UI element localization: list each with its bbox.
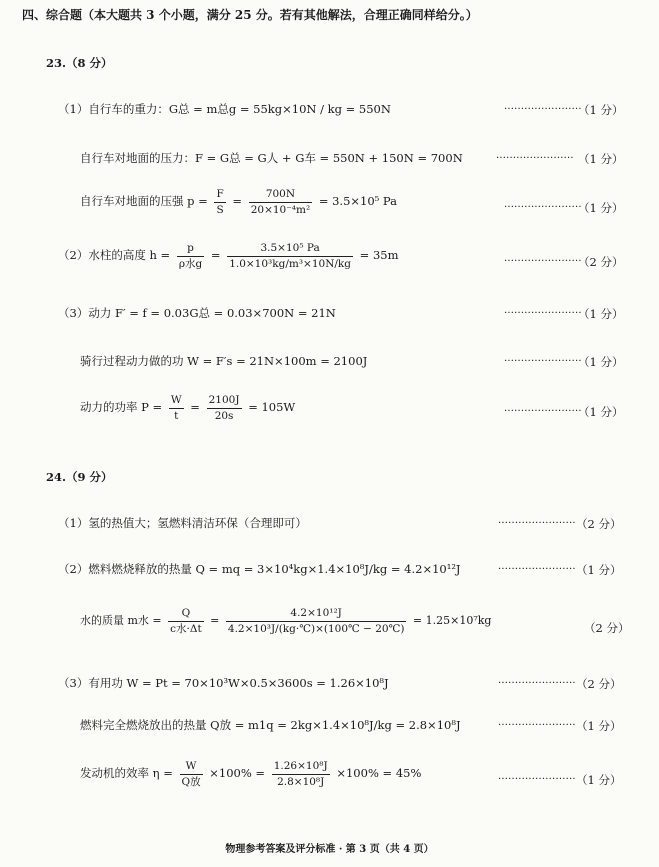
fraction — [180, 760, 203, 789]
formula-rhs: = 1.25×10⁷kg — [412, 614, 492, 627]
numerator: 1.26×10⁸J — [272, 760, 330, 775]
score-dots: ······················· — [498, 774, 576, 785]
denominator: 4.2×10³J/(kg·℃)×(100℃ − 20℃) — [227, 622, 405, 635]
formula-lhs: 发动机的效率 η = — [80, 766, 173, 780]
q23-line-1: （1）自行车的重力：G总 = m总g = 55kg×10N / kg = 550N — [58, 102, 391, 116]
q24-line-6 — [80, 758, 421, 789]
fraction — [177, 242, 204, 271]
fraction — [249, 188, 312, 217]
formula-lhs: 自行车对地面的压强 p = — [80, 194, 208, 208]
score-dots: ······················· — [498, 678, 576, 689]
q23-line-6: 骑行过程动力做的功 W = F′s = 21N×100m = 2100J — [80, 354, 368, 368]
q23-line-4 — [58, 240, 399, 271]
denominator: S — [216, 203, 224, 216]
q23-line-5: （3）动力 F′ = f = 0.03G总 = 0.03×700N = 21N — [58, 306, 336, 320]
score-label: （1 分） — [578, 307, 624, 321]
equals: = — [210, 614, 220, 627]
score-label: （1 分） — [578, 103, 624, 117]
denominator: 20×10⁻⁴m² — [250, 203, 311, 216]
score-label: （1 分） — [578, 405, 624, 419]
score-label: （1 分） — [576, 719, 622, 733]
score-label: （1 分） — [578, 201, 624, 215]
denominator: c水·Δt — [170, 622, 202, 635]
q23-line-2: 自行车对地面的压力：F = G总 = G人 + G车 = 550N + 150N = 700N — [80, 151, 463, 165]
formula-lhs: （2）水柱的高度 h = — [58, 248, 171, 262]
numerator: 700N — [249, 188, 312, 203]
score-dots: ······················· — [504, 202, 582, 213]
score-dots: ······················· — [498, 518, 576, 529]
score-dots: ······················· — [496, 153, 574, 164]
score-label: （1 分） — [576, 773, 622, 787]
q24-line-1: （1）氢的热值大；氢燃料清洁环保（合理即可） — [58, 516, 307, 530]
equals: = — [190, 400, 200, 414]
score-label: （2 分） — [584, 621, 630, 635]
equals: = — [232, 194, 243, 208]
score-label: （1 分） — [578, 355, 624, 369]
efficiency-factor: ×100% = — [209, 766, 266, 780]
fraction — [214, 188, 225, 217]
score-label: （2 分） — [576, 517, 622, 531]
section-title: 四、综合题（本大题共 3 个小题，满分 25 分。若有其他解法，合理正确同样给分。） — [22, 8, 478, 22]
numerator: Q — [168, 607, 204, 622]
fraction — [169, 394, 184, 423]
score-label: （1 分） — [578, 152, 624, 166]
denominator: 1.0×10³kg/m³×10N/kg — [229, 257, 352, 270]
q24-line-3 — [80, 606, 491, 636]
fraction — [207, 394, 242, 423]
numerator: 3.5×10⁵ Pa — [227, 242, 353, 257]
page-footer: 物理参考答案及评分标准 · 第 3 页（共 4 页） — [225, 844, 434, 855]
fraction — [226, 607, 407, 636]
numerator: 4.2×10¹²J — [226, 607, 407, 622]
numerator: W — [180, 760, 203, 775]
score-dots: ······················· — [498, 720, 576, 731]
score-label: （1 分） — [576, 563, 622, 577]
denominator: t — [174, 409, 179, 422]
denominator: ρ水g — [178, 257, 203, 270]
q23-line-3 — [80, 186, 397, 217]
formula-lhs: 水的质量 m水 = — [80, 614, 162, 627]
formula-rhs: = 105W — [248, 400, 296, 414]
score-dots: ······················· — [498, 564, 576, 575]
numerator: p — [177, 242, 204, 257]
fraction — [227, 242, 353, 271]
formula-lhs: 动力的功率 P = — [80, 400, 163, 414]
fraction — [168, 607, 204, 636]
q24-line-5: 燃料完全燃烧放出的热量 Q放 = m1q = 2kg×1.4×10⁸J/kg = 2.8×10⁸J — [80, 718, 461, 732]
score-dots: ······················· — [504, 356, 582, 367]
q24-header: 24.（9 分） — [46, 470, 113, 484]
q23-line-7 — [80, 392, 295, 423]
score-dots: ······················· — [504, 104, 582, 115]
numerator: W — [169, 394, 184, 409]
score-label: （2 分） — [578, 255, 624, 269]
denominator: 20s — [214, 409, 234, 422]
numerator: 2100J — [207, 394, 242, 409]
denominator: 2.8×10⁸J — [277, 775, 325, 788]
formula-rhs: = 35m — [359, 248, 399, 262]
formula-rhs: ×100% = 45% — [336, 766, 422, 780]
equals: = — [210, 248, 221, 262]
score-dots: ······················· — [504, 406, 582, 417]
q24-line-2: （2）燃料燃烧释放的热量 Q = mq = 3×10⁴kg×1.4×10⁸J/kg = 4.2×10¹²J — [58, 562, 461, 576]
q23-header: 23.（8 分） — [46, 56, 113, 70]
formula-rhs: = 3.5×10⁵ Pa — [318, 194, 398, 208]
fraction — [272, 760, 330, 789]
numerator: F — [214, 188, 225, 203]
score-dots: ······················· — [504, 256, 582, 267]
score-label: （2 分） — [576, 677, 622, 691]
score-dots: ······················· — [504, 308, 582, 319]
q24-line-4: （3）有用功 W = Pt = 70×10³W×0.5×3600s = 1.26×10⁸J — [58, 676, 389, 690]
denominator: Q放 — [181, 775, 201, 788]
